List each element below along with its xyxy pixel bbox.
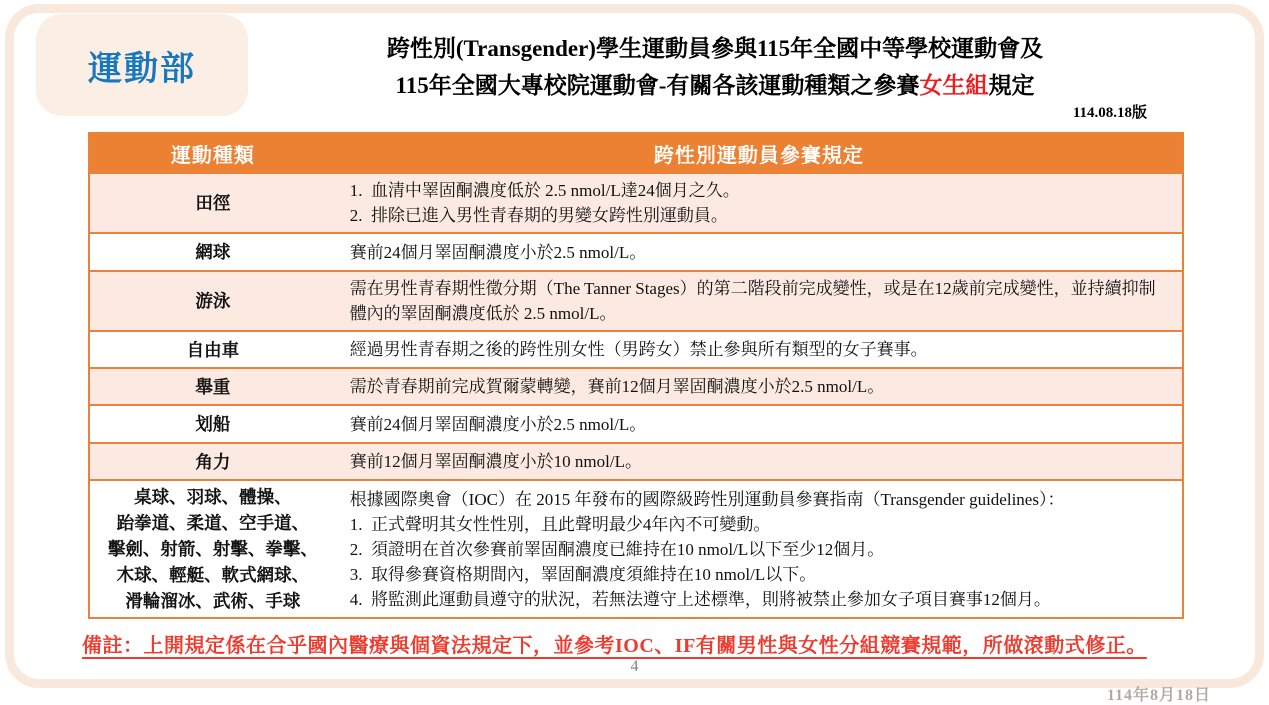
regulation-line: 根據國際奧會（IOC）在 2015 年發布的國際級跨性別運動員參賽指南（Transgender guidelines）： bbox=[349, 489, 1065, 509]
sport-name-line: 游泳 bbox=[195, 291, 231, 311]
column-header-sport-type: 運動種類 bbox=[170, 144, 255, 167]
table-row bbox=[90, 404, 1182, 442]
table-row bbox=[90, 479, 1182, 617]
sport-name-line: 網球 bbox=[195, 242, 231, 262]
sport-name-line: 擊劍、射箭、射擊、拳擊、 bbox=[107, 539, 318, 559]
table-row bbox=[90, 172, 1182, 232]
sport-name-line: 跆拳道、柔道、空手道、 bbox=[116, 513, 310, 533]
page-title-line2 bbox=[255, 67, 1175, 104]
sport-name-line: 桌球、羽球、體操、 bbox=[134, 487, 292, 507]
regulation-line: 經過男性青春期之後的跨性別女性（男跨女）禁止參與所有類型的女子賽事。 bbox=[349, 340, 928, 359]
table-row bbox=[90, 367, 1182, 404]
regulation-line: 賽前24個月睪固酮濃度小於2.5 nmol/L。 bbox=[349, 414, 647, 434]
regulation-cell bbox=[336, 272, 1182, 330]
column-header-regulations: 跨性別運動員參賽規定 bbox=[653, 144, 864, 167]
regulation-cell bbox=[336, 481, 1182, 617]
sport-name-line: 木球、輕艇、軟式網球、 bbox=[116, 565, 310, 585]
regulation-line: 3. 取得參賽資格期間內，睪固酮濃度須維持在10 nmol/L以下。 bbox=[349, 564, 817, 584]
sport-name-cell bbox=[90, 332, 336, 367]
page-title bbox=[255, 30, 1175, 104]
regulation-line: 1. 血清中睪固酮濃度低於 2.5 nmol/L達24個月之久。 bbox=[349, 181, 740, 200]
sport-name-cell bbox=[90, 406, 336, 442]
page-title-line1: 跨性別(Transgender)學生運動員參與115年全國中等學校運動會及 bbox=[386, 36, 1044, 61]
footnote-remark: 備註：上開規定係在合乎國內醫療與個資法規定下，並參考IOC、IF有關男性與女性分組競賽規範，所做滾動式修正。 bbox=[82, 635, 1147, 657]
regulation-line: 4. 將監測此運動員遵守的狀況，若無法遵守上述標準，則將被禁止參加女子項目賽事12個月。 bbox=[349, 589, 1051, 609]
table-row bbox=[90, 232, 1182, 270]
sport-name-line: 舉重 bbox=[195, 376, 231, 397]
sport-name-cell bbox=[90, 369, 336, 404]
regulation-cell bbox=[336, 332, 1182, 367]
sport-name-line: 划船 bbox=[195, 414, 231, 434]
version-label: 114.08.18版 bbox=[1072, 105, 1147, 121]
regulation-cell bbox=[336, 174, 1182, 232]
sport-name-cell bbox=[90, 444, 336, 479]
regulation-line: 2. 須證明在首次參賽前睪固酮濃度已維持在10 nmol/L以下至少12個月。 bbox=[349, 539, 885, 559]
regulations-table bbox=[88, 132, 1184, 619]
regulation-cell bbox=[336, 369, 1182, 404]
regulation-line: 1. 正式聲明其女性性別，且此聲明最少4年內不可變動。 bbox=[349, 514, 771, 534]
regulation-line: 賽前12個月睪固酮濃度小於10 nmol/L。 bbox=[349, 452, 642, 471]
sport-name-line: 滑輪溜冰、武術、手球 bbox=[125, 591, 301, 611]
page-title-line2-pre: 115年全國大專校院運動會-有關各該運動種類之參賽 bbox=[395, 73, 920, 98]
ministry-badge bbox=[36, 14, 248, 116]
regulation-cell bbox=[336, 444, 1182, 479]
sport-name-cell bbox=[90, 234, 336, 270]
table-header-row bbox=[90, 134, 1182, 172]
sport-name-line: 角力 bbox=[195, 451, 231, 472]
footer-date-clipped: 114年8月18日 bbox=[1106, 687, 1211, 704]
table-row bbox=[90, 270, 1182, 330]
table-row bbox=[90, 442, 1182, 479]
regulation-line: 賽前24個月睪固酮濃度小於2.5 nmol/L。 bbox=[349, 242, 647, 262]
regulation-line: 需在男性青春期性徵分期（The Tanner Stages）的第二階段前完成變性，或是在12歲前完成變性，並持續抑制體內的睪固酮濃度低於 2.5 nmol/L。 bbox=[349, 279, 1156, 323]
page-title-girls-group-highlight: 女生組 bbox=[919, 73, 989, 98]
page-number: 4 bbox=[630, 658, 639, 675]
sport-name-cell bbox=[90, 272, 336, 330]
regulation-line: 需於青春期前完成賀爾蒙轉變，賽前12個月睪固酮濃度小於2.5 nmol/L。 bbox=[349, 377, 885, 396]
sport-name-cell bbox=[90, 481, 336, 617]
sport-name-line: 田徑 bbox=[195, 193, 231, 213]
table-row bbox=[90, 330, 1182, 367]
sport-name-line: 自由車 bbox=[186, 339, 240, 360]
regulation-cell bbox=[336, 406, 1182, 442]
sport-name-cell bbox=[90, 174, 336, 232]
ministry-badge-label: 運動部 bbox=[88, 49, 196, 88]
regulation-cell bbox=[336, 234, 1182, 270]
table-body bbox=[90, 172, 1182, 617]
regulation-line: 2. 排除已進入男性青春期的男變女跨性別運動員。 bbox=[349, 206, 728, 225]
page-title-line2-post: 規定 bbox=[988, 73, 1035, 98]
